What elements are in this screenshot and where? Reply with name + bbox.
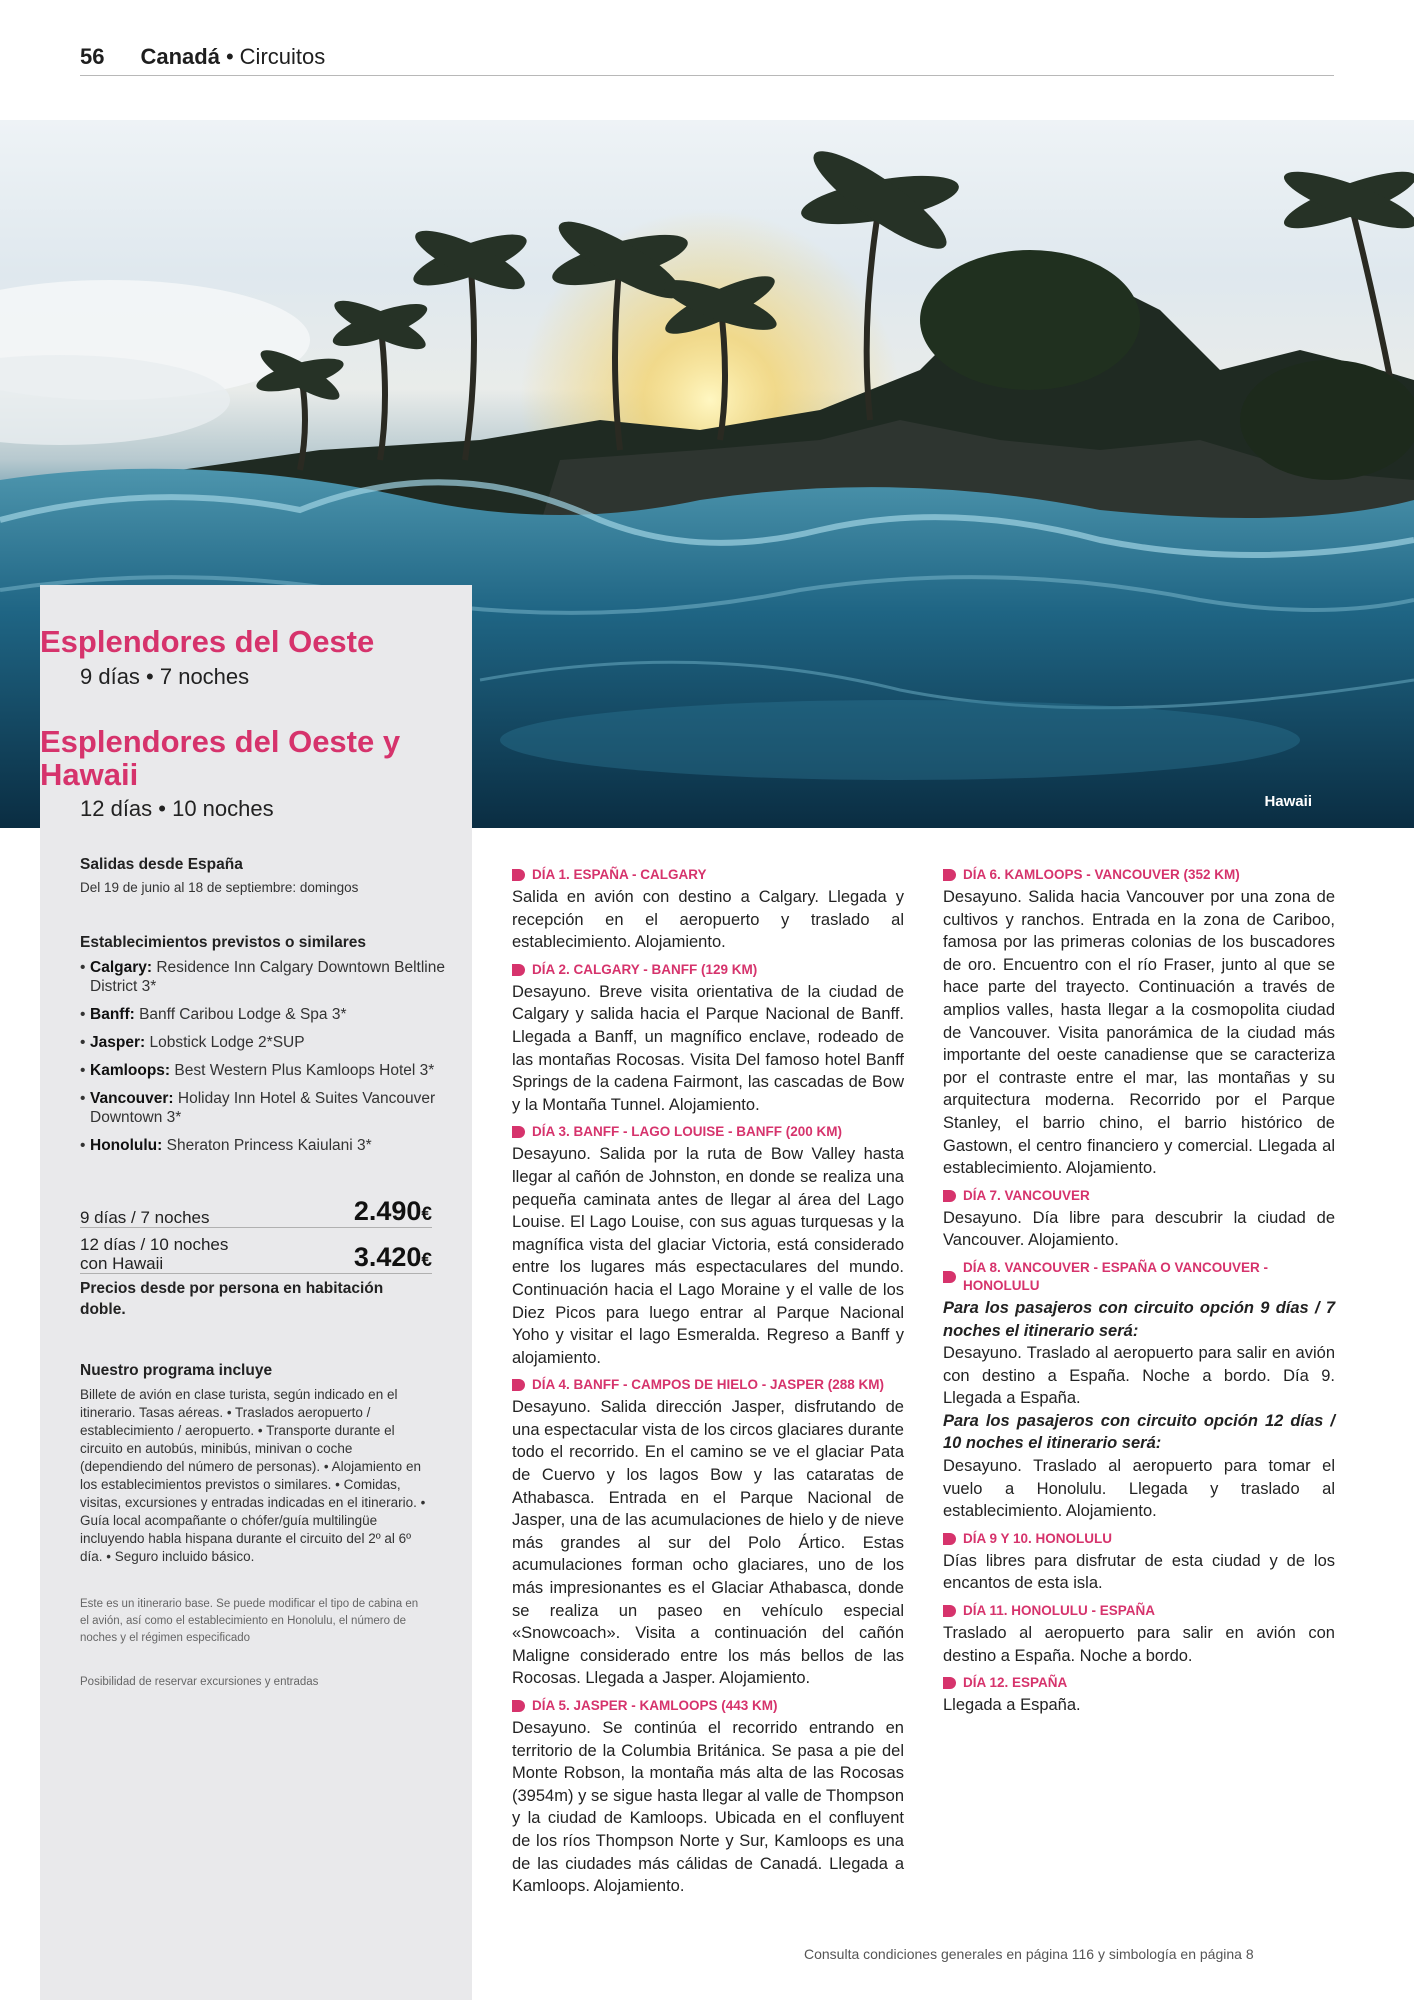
day-text: Desayuno. Salida hacia Vancouver por una zona de cultivos y ranchos. Entrada en la zona de Cariboo, famosa por las primeras colonias de los buscadores de oro. Encuentro con el río Fraser, junto al que se hace parte del trayecto. Continuación a través de amplios valles, hasta llegar a la cosmopolita ciudad de Vancouver. Visita panorámica de la ciudad más importante del oeste canadiense que se caracteriza por el contraste entre el mar, las montañas y su arquitectura moderna. Recorrido por el Parque Stanley, el barrio chino, el barrio histórico de Gastown, el centro financiero y comercial. Llegada al establecimiento. Alojamiento.: [943, 888, 1335, 1178]
day-1: [512, 866, 904, 954]
price-note: Precios desde por persona en habitación doble.: [80, 1280, 384, 1318]
day-text: Desayuno. Salida por la ruta de Bow Valley hasta llegar al cañón de Johnston, en donde se realiza una pequeña caminata antes de llegar al área del Lago Louise. El Lago Louise, con sus aguas turquesas y la magnífica vista del glaciar Victoria, está considerado entre los lugares más espectaculares del mundo. Continuación hacia el Lago Moraine y el valle de los Diez Picos para luego entrar al Parque Nacional Yoho y visitar el lago Esmeralda. Regreso a Banff y alojamiento.: [512, 1145, 904, 1367]
day-heading: DÍA 3. BANFF - LAGO LOUISE - BANFF (200 KM): [512, 1123, 904, 1141]
day-heading: DÍA 9 Y 10. HONOLULU: [943, 1530, 1335, 1548]
includes-heading: Nuestro programa incluye: [80, 1362, 273, 1379]
hotel-city: Kamloops:: [90, 1062, 171, 1079]
hotel-city: Banff:: [90, 1006, 135, 1023]
bullet-marker-icon: [512, 1700, 525, 1712]
day-heading: DÍA 6. KAMLOOPS - VANCOUVER (352 KM): [943, 866, 1335, 884]
hotels-heading: Establecimientos previstos o similares: [80, 934, 367, 951]
day-8-intro-b: Para los pasajeros con circuito opción 12 días / 10 noches el itinerario será:: [943, 1411, 1335, 1453]
day-text: Desayuno. Salida dirección Jasper, disfrutando de una espectacular vista de los circos glaciares durante todo el recorrido. En el camino se ve el glaciar Pata de Cuervo y los lagos Bow y las cataratas de Athabasca. Entrada en el Parque Nacional de Jasper, una de las acumulaciones de hielo y de nieve más grandes al sur del Polo Ártico. Estas acumulaciones forman ocho glaciares, uno de los más impresionantes es el Glaciar Athabasca, donde se realiza un paseo en vehículo especial «Snowcoach». Visita a continuación del cañón Maligne considerado entre los más bellos de las Rocosas. Llegada a Jasper. Alojamiento.: [512, 1398, 904, 1688]
day-8-text-a: Desayuno. Traslado al aeropuerto para salir en avión con destino a España. Noche a bordo. Día 9. Llegada a España.: [943, 1344, 1335, 1408]
bullet-marker-icon: [943, 1190, 956, 1202]
day-3: [512, 1123, 904, 1369]
day-heading: DÍA 1. ESPAÑA - CALGARY: [512, 866, 904, 884]
hotel-name: Best Western Plus Kamloops Hotel 3*: [174, 1062, 435, 1079]
tour-duration-2: 12 días • 10 noches: [80, 796, 274, 821]
hotel-name: Holiday Inn Hotel & Suites Vancouver Downtown 3*: [90, 1090, 436, 1126]
price-label: 12 días / 10 noches con Hawaii: [80, 1235, 229, 1273]
hotel-item-honolulu: [80, 1136, 460, 1155]
hotel-item-jasper: [80, 1033, 460, 1052]
bullet-marker-icon: [512, 1126, 525, 1138]
day-11: [943, 1602, 1335, 1667]
tour-title-2: Esplendores del Oeste y Hawaii: [40, 724, 401, 792]
hotel-item-calgary: [80, 958, 460, 996]
hotel-city: Honolulu:: [90, 1137, 163, 1154]
day-heading: DÍA 12. ESPAÑA: [943, 1674, 1335, 1692]
day-8: [943, 1259, 1335, 1523]
bullet-marker-icon: [512, 964, 525, 976]
bullet-marker-icon: [943, 1271, 956, 1283]
disclaimer-excursions: Posibilidad de reservar excursiones y entradas: [80, 1676, 319, 1688]
day-6: [943, 866, 1335, 1180]
day-4: [512, 1376, 904, 1690]
day-text: Días libres para disfrutar de esta ciudad y de los encantos de esta isla.: [943, 1551, 1335, 1593]
price-value: 3.420€: [353, 1242, 432, 1272]
tour-duration-1: 9 días • 7 noches: [80, 664, 250, 689]
day-8-text-b: Desayuno. Traslado al aeropuerto para tomar el vuelo a Honolulu. Llegada y traslado al establecimiento. Alojamiento.: [943, 1457, 1335, 1521]
price-row-9-days: [80, 1196, 432, 1228]
hero-caption: Hawaii: [1264, 793, 1312, 810]
day-5: [512, 1697, 904, 1898]
bullet-marker-icon: [943, 1533, 956, 1545]
hotel-city: Jasper:: [90, 1034, 146, 1051]
hotel-city: Vancouver:: [90, 1090, 174, 1107]
hotel-name: Residence Inn Calgary Downtown Beltline District 3*: [90, 959, 445, 995]
day-9-10: [943, 1530, 1335, 1595]
day-heading: DÍA 4. BANFF - CAMPOS DE HIELO - JASPER (288 KM): [512, 1376, 904, 1394]
day-text: Desayuno. Día libre para descubrir la ciudad de Vancouver. Alojamiento.: [943, 1208, 1335, 1250]
hotel-name: Lobstick Lodge 2*SUP: [149, 1034, 305, 1051]
header-separator: •: [225, 44, 234, 69]
footer-note: Consulta condiciones generales en página 116 y simbología en página 8: [804, 1946, 1254, 1962]
bullet-marker-icon: [943, 1605, 956, 1617]
day-heading: DÍA 11. HONOLULU - ESPAÑA: [943, 1602, 1335, 1620]
price-label: 9 días / 7 noches: [80, 1208, 210, 1227]
departures-text: Del 19 de junio al 18 de septiembre: domingos: [80, 880, 359, 895]
day-text: Traslado al aeropuerto para salir en avión con destino a España. Noche a bordo.: [943, 1624, 1335, 1665]
day-heading: DÍA 7. VANCOUVER: [943, 1187, 1335, 1205]
disclaimer-itinerary: Este es un itinerario base. Se puede modificar el tipo de cabina en el avión, así como el establecimiento en Honolulu, el número de noches y el régimen especificado: [80, 1598, 419, 1644]
departures-heading: Salidas desde España: [80, 856, 243, 873]
header-section: Circuitos: [239, 44, 326, 69]
day-text: Desayuno. Breve visita orientativa de la ciudad de Calgary y salida hacia el Parque Nacional de Banff. Llegada a Banff, un magnífico enclave, rodeado de las montañas Rocosas. Visita Del famoso hotel Banff Springs de la cadena Fairmont, las cascadas de Bow y la Montaña Tunnel. Alojamiento.: [512, 982, 904, 1114]
day-heading: DÍA 8. VANCOUVER - ESPAÑA O VANCOUVER - HONOLULU: [943, 1259, 1335, 1295]
bullet-marker-icon: [943, 1677, 956, 1689]
header-country: Canadá: [140, 44, 220, 69]
day-text: Desayuno. Se continúa el recorrido entrando en territorio de la Columbia Británica. Se pasa a pie del Monte Robson, la montaña más alta de las Rocosas (3954m) y se sigue hasta llegar al valle de Thompson y la ciudad de Kamloops. Ubicada en el confluyent de los ríos Thompson Norte y Sur, Kamloops es una de las ciudades más cálidas de Canadá. Llegada a Kamloops. Alojamiento.: [512, 1719, 904, 1896]
day-text: Salida en avión con destino a Calgary. Llegada y recepción en el aeropuerto y traslado al establecimiento. Alojamiento.: [512, 888, 904, 952]
tour-title-1: Esplendores del Oeste: [40, 624, 375, 659]
hotel-list: [80, 958, 460, 1164]
hotel-item-kamloops: [80, 1061, 460, 1080]
page-header: [80, 44, 1334, 76]
day-8-intro-a: Para los pasajeros con circuito opción 9 días / 7 noches el itinerario será:: [943, 1298, 1335, 1340]
price-value: 2.490€: [353, 1196, 432, 1226]
day-12: [943, 1674, 1335, 1717]
bullet-marker-icon: [943, 869, 956, 881]
day-heading: DÍA 2. CALGARY - BANFF (129 KM): [512, 961, 904, 979]
day-7: [943, 1187, 1335, 1252]
day-heading: DÍA 5. JASPER - KAMLOOPS (443 KM): [512, 1697, 904, 1715]
bullet-marker-icon: [512, 1379, 525, 1391]
hotel-name: Banff Caribou Lodge & Spa 3*: [139, 1006, 347, 1023]
hotel-name: Sheraton Princess Kaiulani 3*: [166, 1137, 372, 1154]
itinerary-column-1: [512, 866, 904, 1905]
itinerary-column-2: [943, 866, 1335, 1724]
hotel-city: Calgary:: [90, 959, 153, 976]
bullet-marker-icon: [512, 869, 525, 881]
day-2: [512, 961, 904, 1117]
day-text: Llegada a España.: [943, 1696, 1081, 1715]
hotel-item-banff: [80, 1005, 460, 1024]
page-number: 56: [80, 44, 105, 69]
price-row-12-days: [80, 1230, 432, 1274]
hotel-item-vancouver: [80, 1089, 460, 1127]
includes-text: Billete de avión en clase turista, según indicado en el itinerario. Tasas aéreas. • Traslados aeropuerto / establecimiento / aeropuerto. • Transporte durante el circuito en autobús, minibús, minivan o coche (dependiendo del número de personas). • Alojamiento en los establecimientos previstos o similares. • Comidas, visitas, excursiones y entradas indicadas en el itinerario. • Guía local acompañante o chófer/guía multilingüe incluyendo habla hispana durante el circuito del 2º al 6º día. • Seguro incluido básico.: [80, 1387, 426, 1564]
